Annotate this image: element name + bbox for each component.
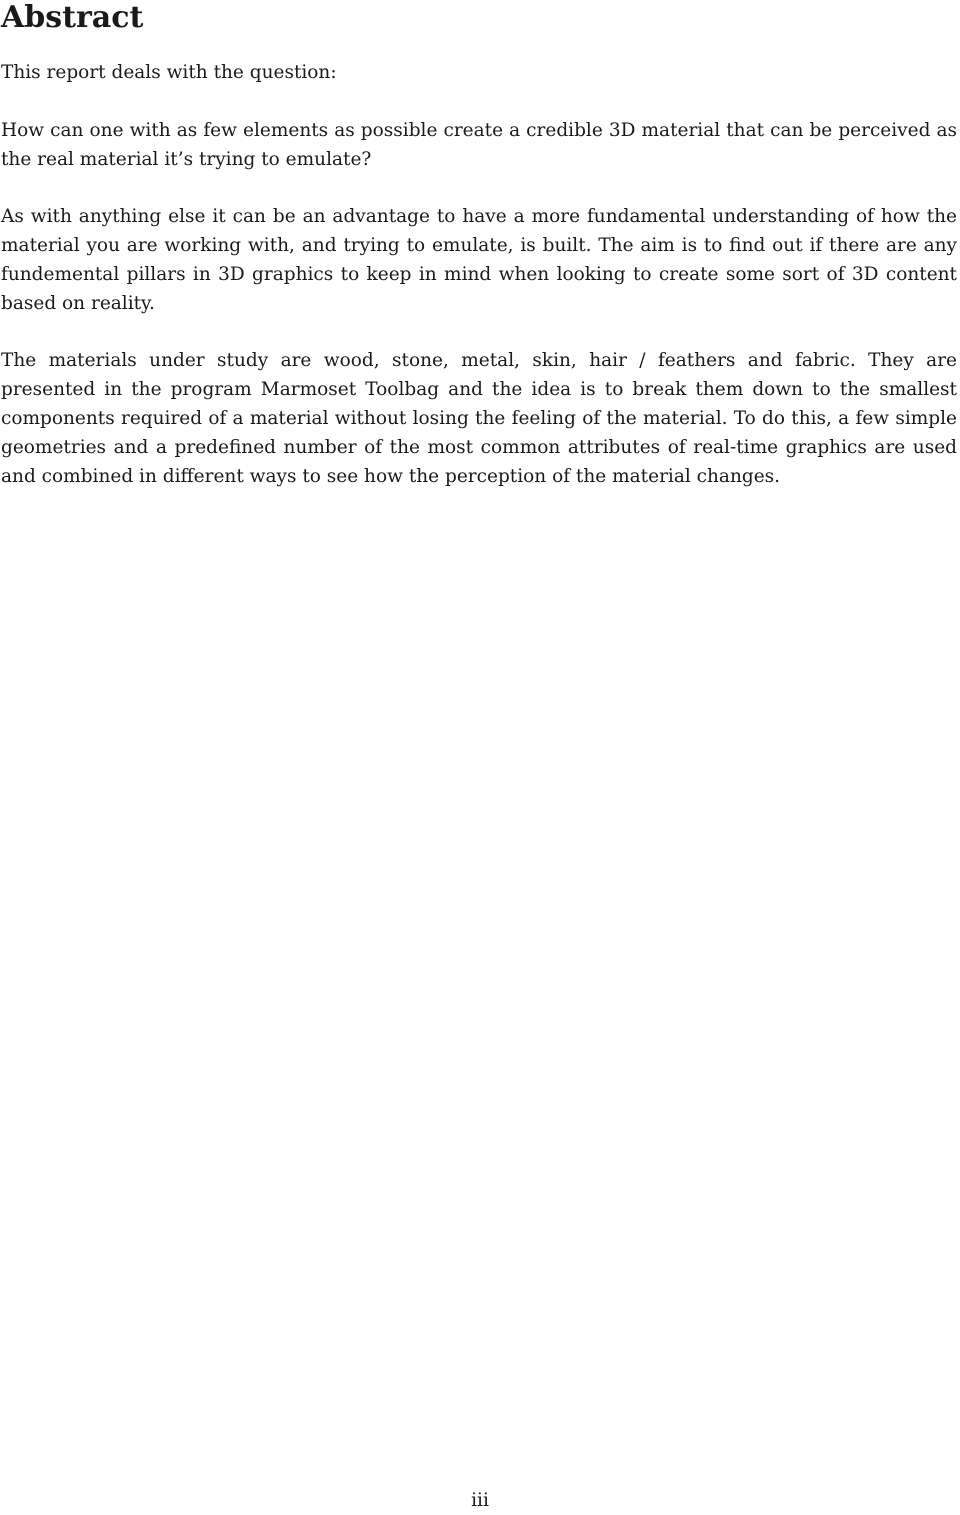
paragraph-intro: This report deals with the question: xyxy=(1,62,337,83)
paragraph-approach: As with anything else it can be an advantage to have a more fundamental understanding of how the material you are working with, and trying to emulate, is built. The aim is to find out if there are any fundemental pillars in 3D graphics to keep in mind when looking to create some sort of 3D content based on reality. xyxy=(1,206,957,314)
paragraph-question: How can one with as few elements as possible create a credible 3D material that can be perceived as the real material it’s trying to emulate? xyxy=(1,120,957,170)
section-heading: Abstract xyxy=(1,0,144,35)
paragraph-materials: The materials under study are wood, stone, metal, skin, hair / feathers and fabric. They are presented in the program Marmoset Toolbag and the idea is to break them down to the smallest components required of a material without losing the feeling of the material. To do this, a few simple geometries and a predefined number of the most common attributes of real-time graphics are used and combined in different ways to see how the perception of the material changes. xyxy=(1,350,957,487)
page-number: iii xyxy=(471,1490,489,1511)
